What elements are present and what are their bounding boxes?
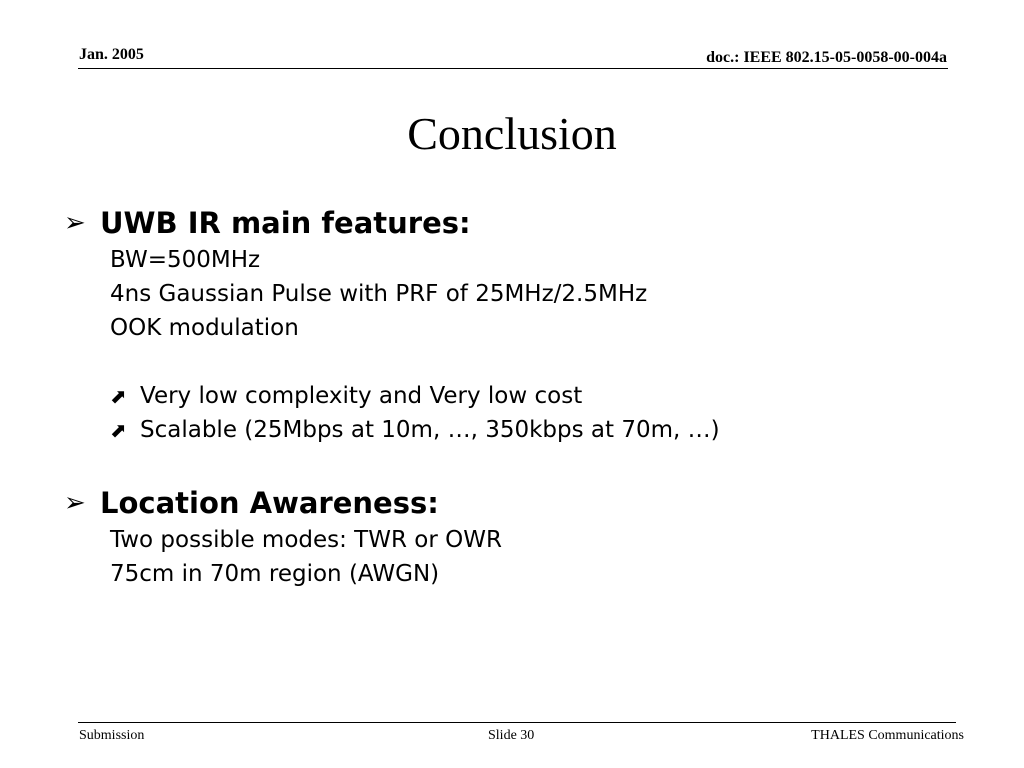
section-location-awareness — [60, 483, 980, 591]
feature-line: OOK modulation — [110, 315, 299, 341]
spacer — [60, 345, 980, 379]
feature-line: 4ns Gaussian Pulse with PRF of 25MHz/2.5MHz — [110, 281, 648, 307]
implication-text: Scalable (25Mbps at 10m, …, 350kbps at 70m, …) — [140, 417, 720, 443]
arrow-bullet-icon: ➢ — [64, 488, 86, 518]
location-line: 75cm in 70m region (AWGN) — [110, 561, 440, 587]
section-heading: UWB IR main features: — [100, 206, 471, 240]
header-doc-id: doc.: IEEE 802.15-05-0058-00-004a — [706, 49, 947, 66]
footer-submission: Submission — [79, 728, 145, 743]
implies-arrow-icon: ⬈ — [110, 418, 127, 442]
header-divider — [78, 68, 948, 69]
section-uwb-features — [60, 203, 980, 447]
section-heading: Location Awareness: — [100, 486, 439, 520]
feature-line: BW=500MHz — [110, 247, 261, 273]
arrow-bullet-icon: ➢ — [64, 208, 86, 238]
footer-organization: THALES Communications — [811, 728, 964, 743]
footer-divider — [78, 722, 956, 723]
section-heading-row — [60, 203, 980, 243]
implication-text: Very low complexity and Very low cost — [140, 383, 583, 409]
implication-line — [60, 379, 980, 413]
footer-slide-number: Slide 30 — [488, 728, 535, 743]
location-line: Two possible modes: TWR or OWR — [110, 527, 502, 553]
slide-title: Conclusion — [407, 108, 617, 159]
implies-arrow-icon: ⬈ — [110, 384, 127, 408]
section-heading-row — [60, 483, 980, 523]
header-date: Jan. 2005 — [79, 46, 144, 63]
implication-line — [60, 413, 980, 447]
